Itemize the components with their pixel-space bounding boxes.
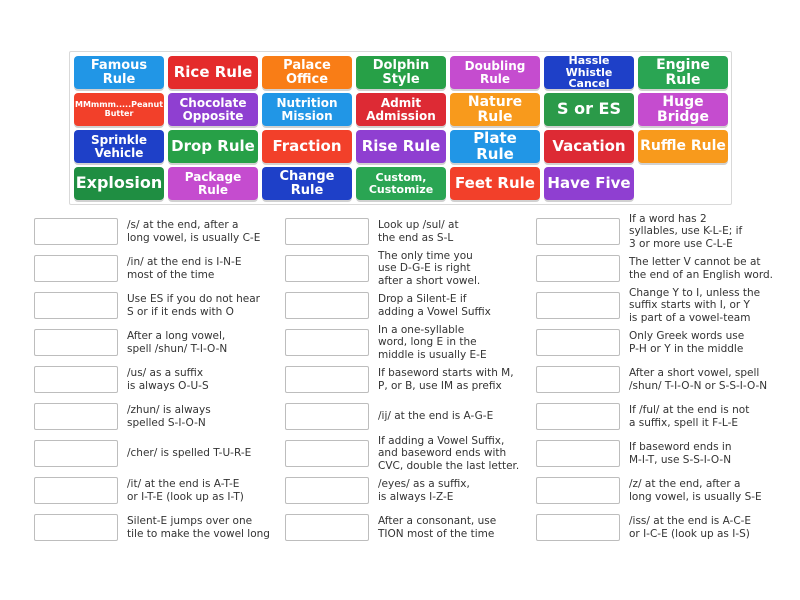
- answer-tile-huge-bridge[interactable]: Huge Bridge: [638, 93, 728, 126]
- clue-text: /zhun/ is always spelled S-I-O-N: [127, 404, 211, 429]
- clue-text: After a long vowel, spell /shun/ T-I-O-N: [127, 330, 228, 355]
- answer-slot[interactable]: [536, 255, 620, 282]
- answer-tile-famous-rule[interactable]: Famous Rule: [74, 56, 164, 89]
- answer-tile-change-rule[interactable]: Change Rule: [262, 167, 352, 200]
- clue-text: Use ES if you do not hear S or if it ends with O: [127, 293, 260, 318]
- answer-tile-nature-rule[interactable]: Nature Rule: [450, 93, 540, 126]
- answer-slot[interactable]: [34, 440, 118, 467]
- answer-slot[interactable]: [34, 218, 118, 245]
- clue-text: If baseword ends in M-I-T, use S-S-I-O-N: [629, 441, 732, 466]
- clue-text: /eyes/ as a suffix, is always I-Z-E: [378, 478, 470, 503]
- answer-tile-sprinkle-vehicle[interactable]: Sprinkle Vehicle: [74, 130, 164, 163]
- answer-slot[interactable]: [536, 218, 620, 245]
- clue-text: /z/ at the end, after a long vowel, is usually S-E: [629, 478, 762, 503]
- answer-tile-bank: [69, 51, 732, 205]
- answer-slot[interactable]: [34, 477, 118, 504]
- answer-slot[interactable]: [536, 514, 620, 541]
- answer-slot[interactable]: [536, 292, 620, 319]
- answer-slot[interactable]: [536, 329, 620, 356]
- answer-tile-nutrition-mission[interactable]: Nutrition Mission: [262, 93, 352, 126]
- answer-slot[interactable]: [536, 403, 620, 430]
- answer-tile-vacation[interactable]: Vacation: [544, 130, 634, 163]
- answer-tile-package-rule[interactable]: Package Rule: [168, 167, 258, 200]
- answer-slot[interactable]: [285, 329, 369, 356]
- answer-slot[interactable]: [34, 255, 118, 282]
- answer-slot[interactable]: [285, 514, 369, 541]
- answer-tile-rice-rule[interactable]: Rice Rule: [168, 56, 258, 89]
- answer-tile-fraction[interactable]: Fraction: [262, 130, 352, 163]
- answer-tile-have-five[interactable]: Have Five: [544, 167, 634, 200]
- answer-slot[interactable]: [34, 514, 118, 541]
- answer-tile-palace-office[interactable]: Palace Office: [262, 56, 352, 89]
- answer-tile-ruffle-rule[interactable]: Ruffle Rule: [638, 130, 728, 163]
- answer-slot[interactable]: [285, 255, 369, 282]
- answer-tile-hassle-whistle-cancel[interactable]: Hassle Whistle Cancel: [544, 56, 634, 89]
- answer-slot[interactable]: [536, 440, 620, 467]
- clue-text: The letter V cannot be at the end of an English word.: [629, 256, 773, 281]
- clue-text: If a word has 2 syllables, use K-L-E; if 3 or more use C-L-E: [629, 212, 743, 250]
- clue-text: Silent-E jumps over one tile to make the vowel long: [127, 515, 270, 540]
- clue-text: If /ful/ at the end is not a suffix, spell it F-L-E: [629, 404, 750, 429]
- answer-slot[interactable]: [34, 403, 118, 430]
- answer-slot[interactable]: [285, 403, 369, 430]
- answer-tile-mmmmm-peanut-butter[interactable]: MMmmm.....Peanut Butter: [74, 93, 164, 126]
- clue-text: /iss/ at the end is A-C-E or I-C-E (look up as I-S): [629, 515, 752, 540]
- clue-text: The only time you use D-G-E is right after a short vowel.: [378, 249, 481, 287]
- answer-tile-doubling-rule[interactable]: Doubling Rule: [450, 56, 540, 89]
- clue-text: Drop a Silent-E if adding a Vowel Suffix: [378, 293, 491, 318]
- answer-tile-custom-customize[interactable]: Custom, Customize: [356, 167, 446, 200]
- answer-slot[interactable]: [34, 329, 118, 356]
- answer-tile-chocolate-opposite[interactable]: Chocolate Opposite: [168, 93, 258, 126]
- clue-text: /cher/ is spelled T-U-R-E: [127, 447, 252, 460]
- answer-slot[interactable]: [285, 366, 369, 393]
- answer-tile-dolphin-style[interactable]: Dolphin Style: [356, 56, 446, 89]
- clue-text: /us/ as a suffix is always O-U-S: [127, 367, 209, 392]
- answer-tile-s-or-es[interactable]: S or ES: [544, 93, 634, 126]
- answer-slot[interactable]: [34, 292, 118, 319]
- answer-slot[interactable]: [285, 292, 369, 319]
- answer-tile-feet-rule[interactable]: Feet Rule: [450, 167, 540, 200]
- answer-tile-explosion[interactable]: Explosion: [74, 167, 164, 200]
- clue-text: Look up /sul/ at the end as S-L: [378, 219, 459, 244]
- clue-text: /in/ at the end is I-N-E most of the time: [127, 256, 242, 281]
- clue-text: /s/ at the end, after a long vowel, is usually C-E: [127, 219, 261, 244]
- answer-slot[interactable]: [285, 218, 369, 245]
- answer-slot[interactable]: [536, 366, 620, 393]
- answer-slot[interactable]: [34, 366, 118, 393]
- answer-tile-drop-rule[interactable]: Drop Rule: [168, 130, 258, 163]
- clue-text: Only Greek words use P-H or Y in the middle: [629, 330, 745, 355]
- answer-tile-rise-rule[interactable]: Rise Rule: [356, 130, 446, 163]
- clue-text: After a consonant, use TION most of the time: [378, 515, 497, 540]
- clue-text: Change Y to I, unless the suffix starts with I, or Y is part of a vowel-team: [629, 286, 761, 324]
- answer-tile-engine-rule[interactable]: Engine Rule: [638, 56, 728, 89]
- clue-text: In a one-syllable word, long E in the middle is usually E-E: [378, 323, 487, 361]
- clue-text: After a short vowel, spell /shun/ T-I-O-N or S-S-I-O-N: [629, 367, 768, 392]
- clue-text: /ij/ at the end is A-G-E: [378, 410, 494, 423]
- answer-tile-plate-rule[interactable]: Plate Rule: [450, 130, 540, 163]
- clue-text: /it/ at the end is A-T-E or I-T-E (look up as I-T): [127, 478, 244, 503]
- answer-tile-admit-admission[interactable]: Admit Admission: [356, 93, 446, 126]
- answer-slot[interactable]: [536, 477, 620, 504]
- clue-text: If adding a Vowel Suffix, and baseword ends with CVC, double the last letter.: [378, 434, 520, 472]
- answer-slot[interactable]: [285, 477, 369, 504]
- clue-text: If baseword starts with M, P, or B, use IM as prefix: [378, 367, 514, 392]
- answer-slot[interactable]: [285, 440, 369, 467]
